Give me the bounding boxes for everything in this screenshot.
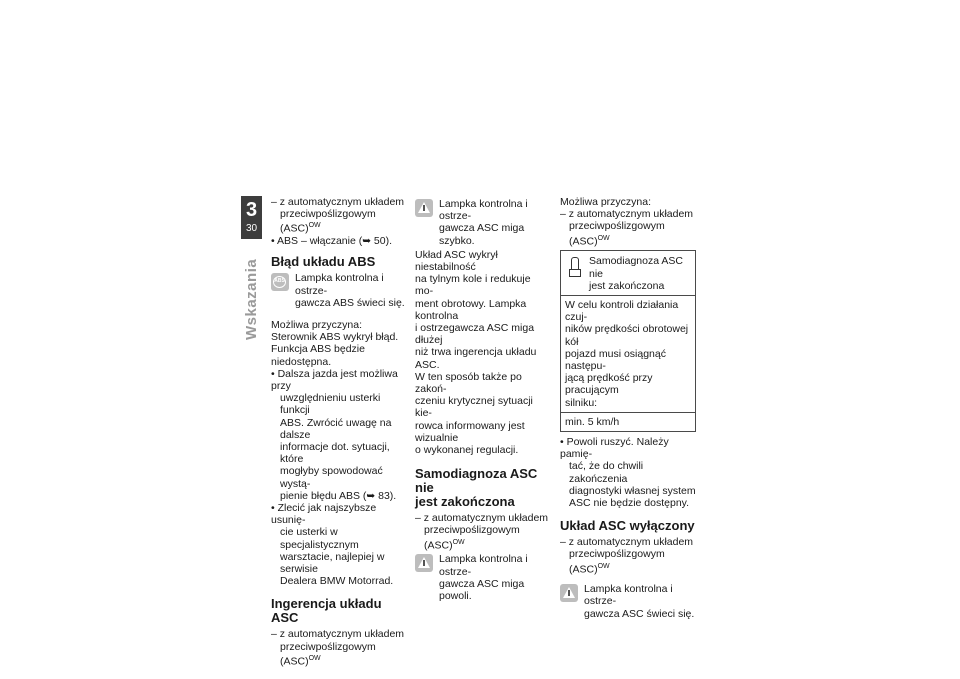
- paragraph-line: ment obrotowy. Lampka kontrolna: [415, 297, 527, 322]
- bullet-item: [560, 436, 696, 509]
- warning-text: gawcza ASC świeci się.: [584, 607, 695, 620]
- warning-text: Lampka kontrolna i ostrze-: [439, 198, 528, 223]
- bullet-line: uwzględnieniu usterki funkcji: [280, 392, 381, 417]
- paragraph-line: Układ ASC wykrył niestabilność: [415, 248, 498, 274]
- condition-line-cont: przeciwpoślizgowym (ASC): [280, 208, 376, 235]
- info-box-body: [561, 296, 695, 413]
- bullet-line: cie usterki w specjalistycznym: [280, 526, 359, 551]
- info-box-header: [561, 251, 695, 296]
- abs-bullet: • ABS – włączanie (➥ 50).: [271, 235, 393, 248]
- warning-text: gawcza ASC miga powoli.: [439, 577, 525, 602]
- info-box-line: silniku:: [565, 396, 598, 409]
- option-sup: OW: [308, 654, 321, 662]
- info-box-line: jącą prędkość przy pracującym: [565, 372, 653, 397]
- condition-line-cont: przeciwpoślizgowym (ASC): [280, 640, 376, 668]
- condition-line-cont: przeciwpoślizgowym (ASC): [569, 220, 665, 248]
- paragraph-line: czeniu krytycznej sytuacji kie-: [415, 395, 533, 420]
- asc-warning-block: [415, 553, 551, 602]
- condition-line-cont: przeciwpoślizgowym (ASC): [424, 524, 520, 552]
- bullet-line: ASC nie będzie dostępny.: [569, 496, 690, 509]
- asc-warning-block: [560, 583, 696, 620]
- heading-asc-intervention: Ingerencja układu ASC: [271, 596, 382, 626]
- bullet-line: Dealera BMW Motorrad.: [280, 575, 394, 588]
- condition-line-cont: przeciwpoślizgowym (ASC): [569, 548, 665, 576]
- bullet-line: warsztacie, najlepiej w serwisie: [280, 550, 385, 575]
- paragraph-line: na tylnym kole i redukuje mo-: [415, 273, 531, 298]
- column-3: [560, 196, 696, 624]
- abs-warning-block: [271, 272, 407, 309]
- condition-line: – z automatycznym układem: [271, 196, 405, 208]
- bullet-line: informacje dot. sytuacji, które: [280, 440, 390, 466]
- paragraph-line: Funkcja ABS będzie niedostępna.: [271, 343, 365, 368]
- info-box-title: jest zakończona: [589, 279, 665, 292]
- warning-triangle-icon: [415, 554, 433, 572]
- bullet-item: [271, 368, 407, 502]
- info-box-line: pojazd musi osiągnąć następu-: [565, 347, 666, 372]
- warning-triangle-icon: [415, 199, 433, 217]
- warning-text: gawcza ABS świeci się.: [295, 296, 405, 309]
- paragraph-line: i ostrzegawcza ASC miga dłużej: [415, 322, 535, 347]
- paragraph-line: niż trwa ingerencja układu ASC.: [415, 346, 537, 371]
- bullet-line: • Zlecić jak najszybsze usunię-: [271, 501, 377, 527]
- bullet-line: diagnostyki własnej system: [569, 484, 696, 497]
- heading-selfdiag: Samodiagnoza ASC nie: [415, 466, 538, 496]
- warning-text: Lampka kontrolna i ostrze-: [439, 553, 528, 578]
- bullet-line: tać, że do chwili zakończenia: [569, 460, 644, 485]
- info-box-line: W celu kontroli działania czuj-: [565, 298, 679, 324]
- condition-line: – z automatycznym układem: [271, 628, 405, 641]
- option-sup: OW: [597, 234, 610, 242]
- heading-selfdiag-cont: jest zakończona: [415, 494, 515, 510]
- cause-label: Możliwa przyczyna:: [560, 196, 652, 208]
- warning-text: Lampka kontrolna i ostrze-: [584, 583, 673, 608]
- info-box: [560, 250, 696, 432]
- warning-text: Lampka kontrolna i ostrze-: [295, 272, 384, 297]
- condition-line: – z automatycznym układem: [560, 208, 694, 221]
- abs-warning-icon: ABS: [271, 273, 289, 291]
- bullet-line: • Dalsza jazda jest możliwa przy: [271, 367, 398, 392]
- info-box-title: Samodiagnoza ASC nie: [589, 255, 683, 280]
- paragraph-line: o wykonanej regulacji.: [415, 444, 519, 457]
- asc-warning-block: [415, 198, 551, 247]
- info-box-line: ników prędkości obrotowej kół: [565, 323, 689, 348]
- bullet-line: ABS. Zwrócić uwagę na dalsze: [280, 416, 392, 441]
- option-sup: OW: [308, 222, 321, 230]
- cause-label: Możliwa przyczyna:: [271, 318, 363, 331]
- page-number: 30: [245, 223, 258, 234]
- chapter-tab: [241, 196, 262, 239]
- chapter-number: 3: [245, 199, 258, 221]
- column-2: [415, 196, 551, 606]
- paragraph-line: W ten sposób także po zakoń-: [415, 370, 522, 396]
- condition-line: – z automatycznym układem: [415, 512, 549, 525]
- info-box-value: min. 5 km/h: [565, 415, 620, 428]
- heading-abs-error: Błąd układu ABS: [271, 254, 376, 270]
- option-sup: OW: [597, 562, 610, 570]
- bullet-item: [271, 502, 407, 587]
- bullet-line: mogłyby spowodować wystą-: [280, 465, 383, 490]
- warning-triangle-icon: [560, 584, 578, 602]
- section-title: Wskazania: [243, 258, 260, 340]
- option-sup: OW: [452, 538, 465, 546]
- warning-text: gawcza ASC miga szybko.: [439, 222, 525, 247]
- paragraph-line: rowca informowany jest wizualnie: [415, 419, 525, 444]
- condition-line: – z automatycznym układem: [560, 536, 694, 549]
- paragraph: [415, 249, 551, 456]
- bullet-line: • Powoli ruszyć. Należy pamię-: [560, 435, 669, 461]
- paragraph-line: Sterownik ABS wykrył błąd.: [271, 331, 399, 344]
- column-1: [271, 196, 407, 668]
- bullet-line: pienie błędu ABS (➥ 83).: [280, 489, 397, 502]
- heading-asc-off: Układ ASC wyłączony: [560, 518, 695, 534]
